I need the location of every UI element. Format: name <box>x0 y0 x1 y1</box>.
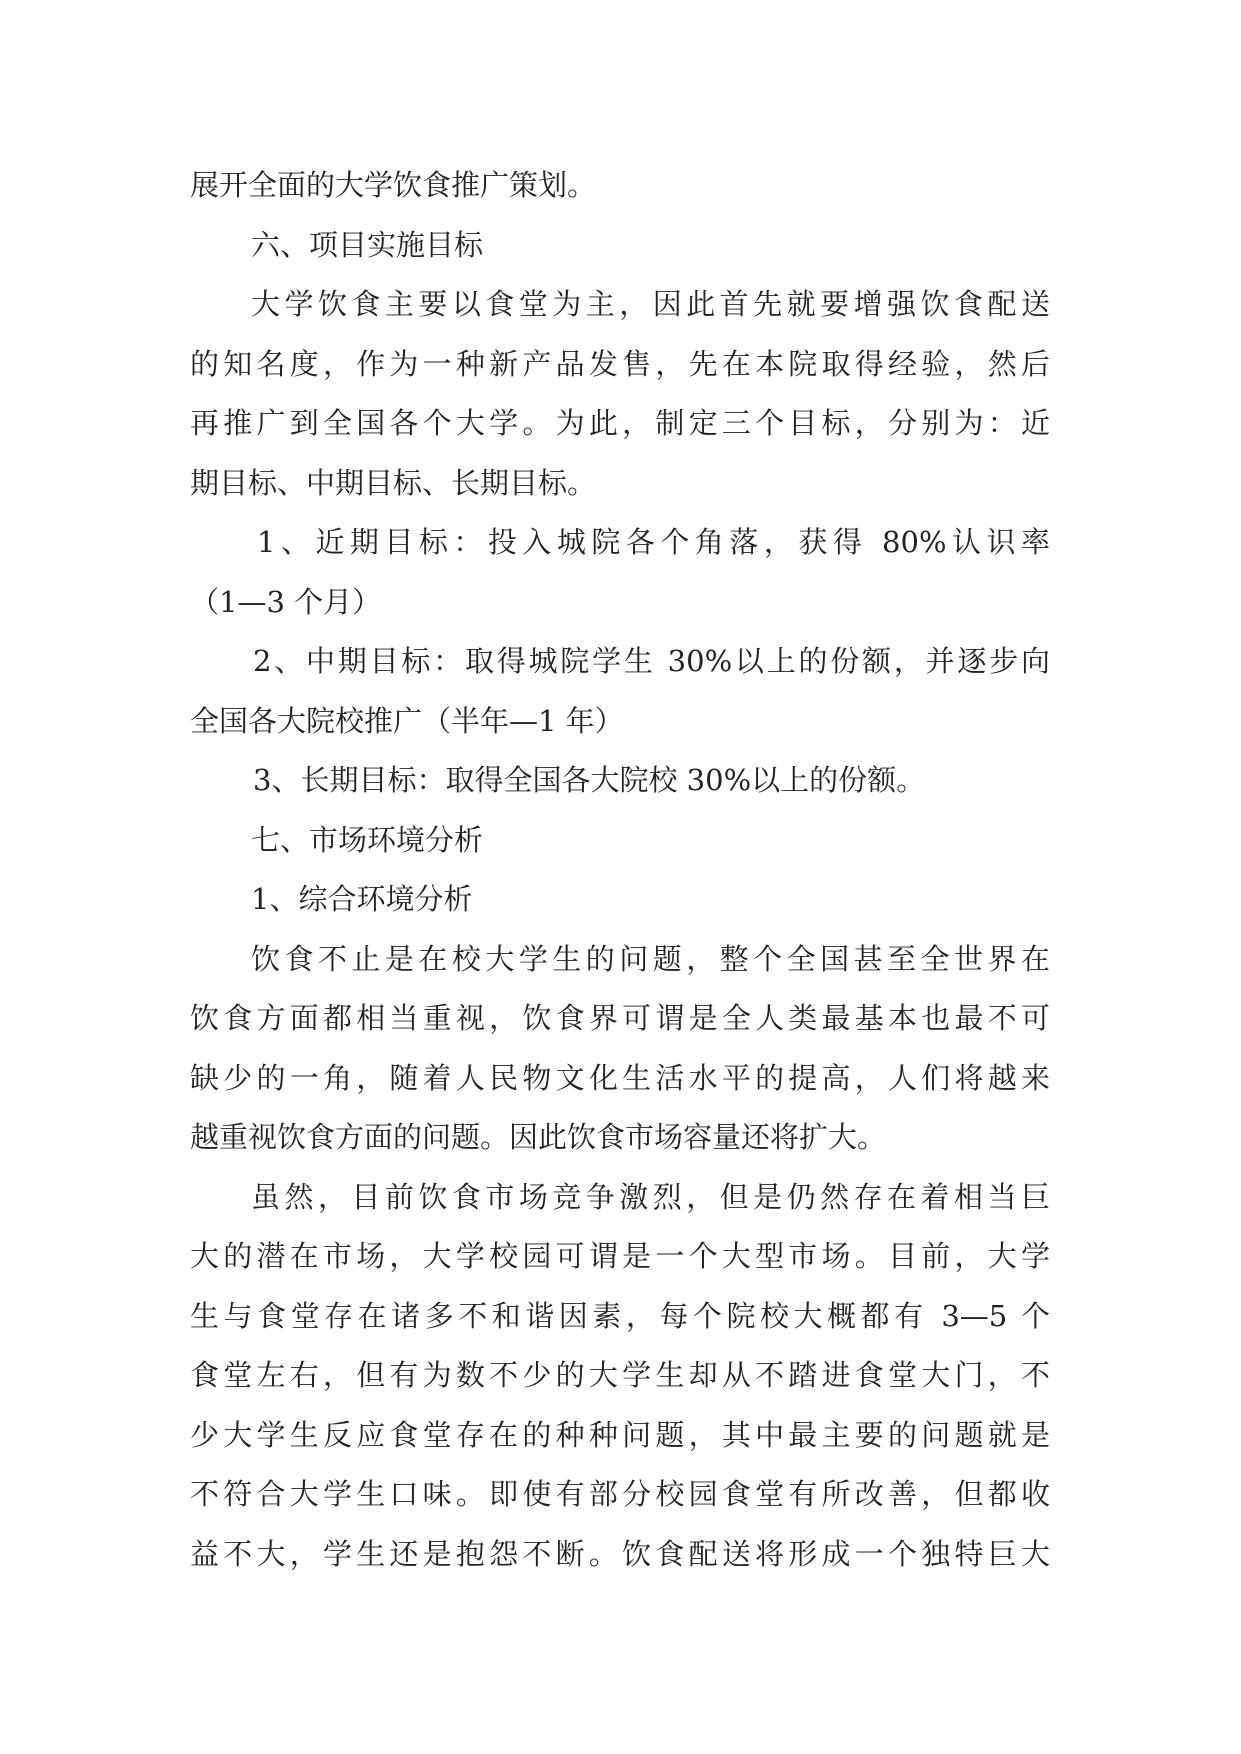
list-item: 3、长期目标：取得全国各大院校 30%以上的份额。 <box>253 763 926 797</box>
section-heading: 七、市场环境分析 <box>251 822 484 857</box>
paragraph-line: 期目标、中期目标、长期目标。 <box>190 465 597 500</box>
list-item: 1、近期目标：投入城院各个角落，获得 80%认识率 <box>257 525 1050 559</box>
paragraph-line: 缺少的一角，随着人民物文化生活水平的提高，人们将越来 <box>190 1060 1050 1095</box>
paragraph-line: 益不大，学生还是抱怨不断。饮食配送将形成一个独特巨大 <box>190 1536 1050 1571</box>
section-heading: 六、项目实施目标 <box>251 227 484 262</box>
paragraph-line: 全国各大院校推广（半年—1 年） <box>190 703 624 738</box>
paragraph-line: 饮食不止是在校大学生的问题，整个全国甚至全世界在 <box>251 941 1050 976</box>
paragraph-line: 展开全面的大学饮食推广策划。 <box>190 168 597 202</box>
paragraph-line: 少大学生反应食堂存在的种种问题，其中最主要的问题就是 <box>190 1417 1050 1452</box>
paragraph-line: 大学饮食主要以食堂为主，因此首先就要增强饮食配送 <box>251 287 1050 321</box>
paragraph-line: 的知名度，作为一种新产品发售，先在本院取得经验，然后 <box>190 346 1050 381</box>
paragraph-line: （1—3 个月） <box>190 584 382 619</box>
paragraph-line: 再推广到全国各个大学。为此，制定三个目标，分别为：近 <box>190 406 1050 440</box>
paragraph-line: 食堂左右，但有为数不少的大学生却从不踏进食堂大门，不 <box>190 1358 1050 1392</box>
paragraph-line: 不符合大学生口味。即使有部分校园食堂有所改善，但都收 <box>190 1477 1050 1511</box>
paragraph-line: 饮食方面都相当重视，饮食界可谓是全人类最基本也最不可 <box>190 1001 1050 1035</box>
list-item: 2、中期目标：取得城院学生 30%以上的份额，并逐步向 <box>253 644 1050 678</box>
document-body <box>190 156 1050 1584</box>
paragraph-line: 虽然，目前饮食市场竞争激烈，但是仍然存在着相当巨 <box>251 1179 1050 1214</box>
paragraph-line: 越重视饮食方面的问题。因此饮食市场容量还将扩大。 <box>190 1120 887 1154</box>
paragraph-line: 大的潜在市场，大学校园可谓是一个大型市场。目前，大学 <box>190 1239 1050 1273</box>
paragraph-line: 生与食堂存在诸多不和谐因素，每个院校大概都有 3—5 个 <box>190 1298 1050 1333</box>
subsection-heading: 1、综合环境分析 <box>251 882 473 916</box>
